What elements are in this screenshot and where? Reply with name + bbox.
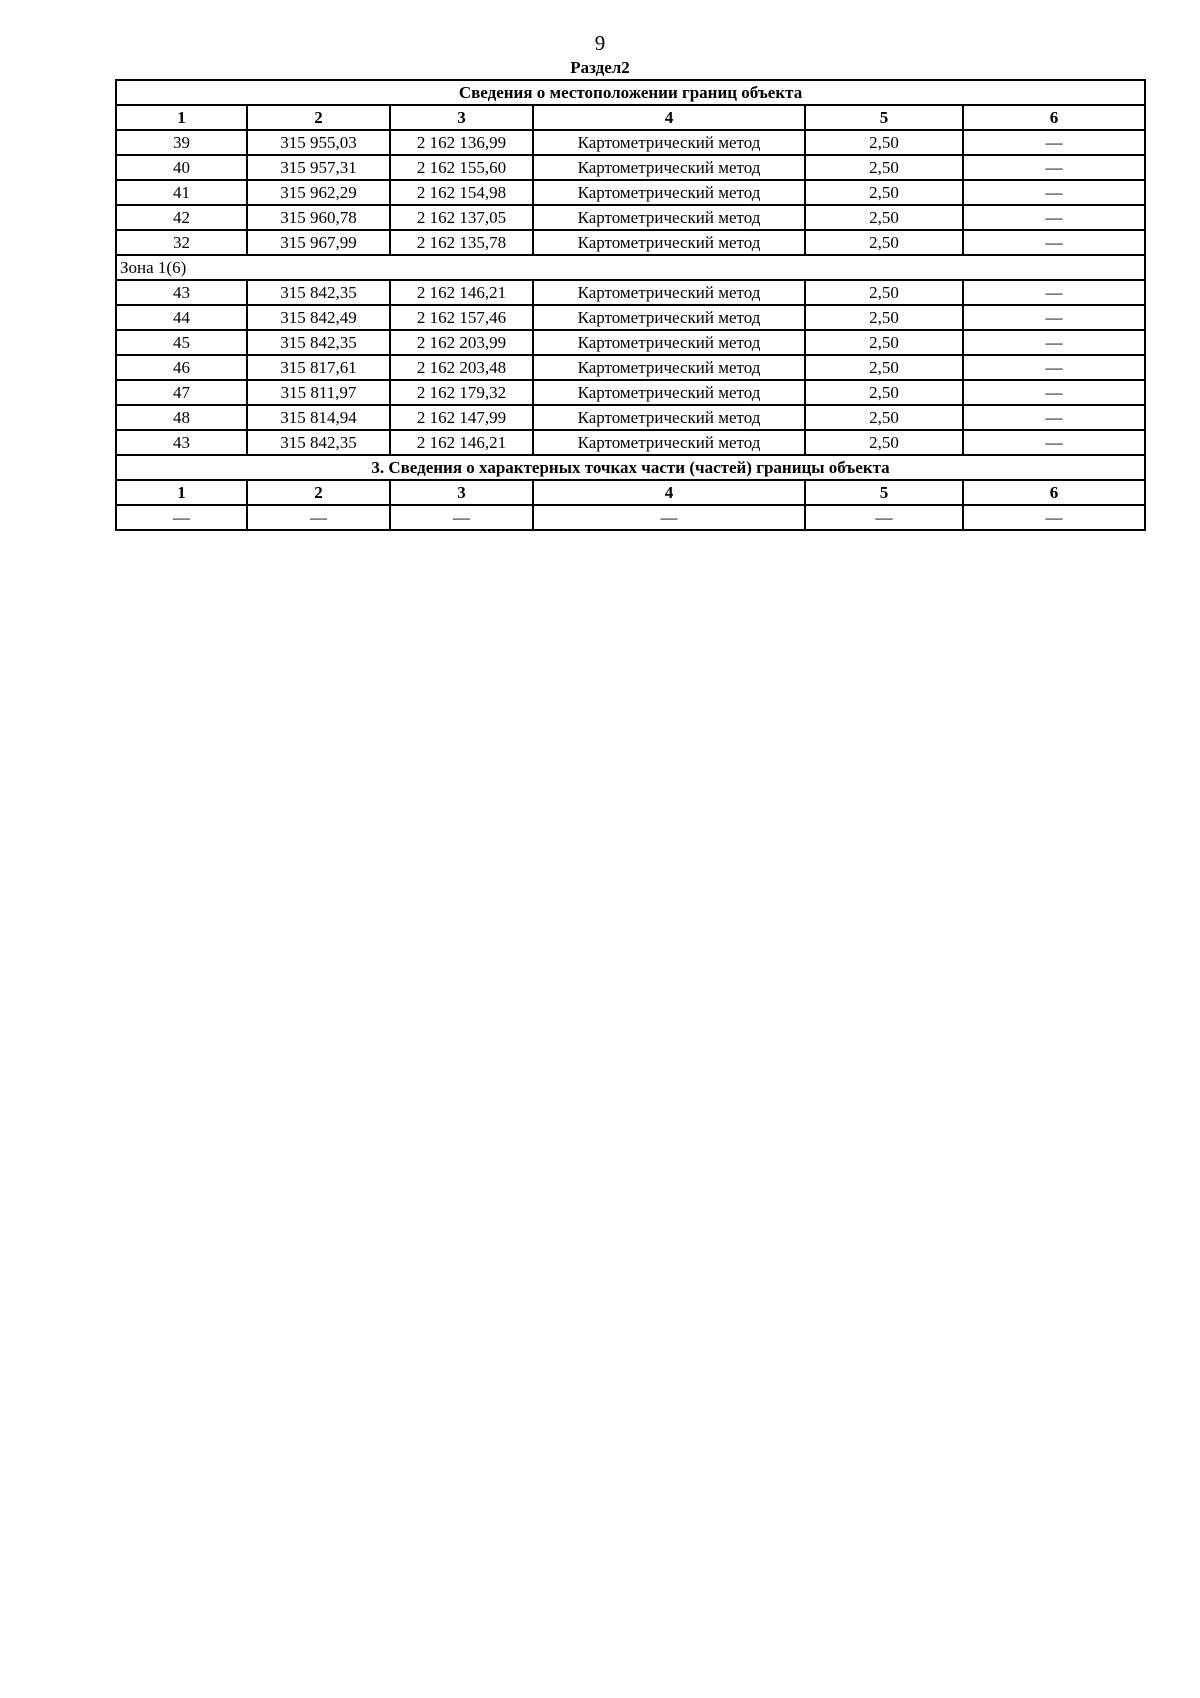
x-coordinate-cell: 315 960,78 <box>247 205 390 230</box>
accuracy-cell: 2,50 <box>805 155 963 180</box>
empty-cell: — <box>247 505 390 530</box>
x-coordinate-cell: 315 962,29 <box>247 180 390 205</box>
accuracy-cell: 2,50 <box>805 430 963 455</box>
method-cell: Картометрический метод <box>533 205 805 230</box>
accuracy-cell: 2,50 <box>805 355 963 380</box>
table-row <box>116 130 1145 155</box>
page-number: 9 <box>594 31 606 55</box>
method-cell: Картометрический метод <box>533 155 805 180</box>
description-cell: — <box>963 205 1145 230</box>
y-coordinate-cell: 2 162 137,05 <box>390 205 533 230</box>
x-coordinate-cell: 315 842,35 <box>247 280 390 305</box>
table-row <box>116 355 1145 380</box>
column-header: 2 <box>247 105 390 130</box>
y-coordinate-cell: 2 162 146,21 <box>390 430 533 455</box>
accuracy-cell: 2,50 <box>805 380 963 405</box>
y-coordinate-cell: 2 162 203,48 <box>390 355 533 380</box>
method-cell: Картометрический метод <box>533 355 805 380</box>
y-coordinate-cell: 2 162 155,60 <box>390 155 533 180</box>
point-number-cell: 43 <box>116 430 247 455</box>
column-header-row <box>116 105 1145 130</box>
empty-cell: — <box>805 505 963 530</box>
table-row <box>116 305 1145 330</box>
description-cell: — <box>963 405 1145 430</box>
column-header: 4 <box>533 105 805 130</box>
method-cell: Картометрический метод <box>533 180 805 205</box>
table-row <box>116 430 1145 455</box>
table-row <box>116 405 1145 430</box>
description-cell: — <box>963 280 1145 305</box>
column-header: 1 <box>116 480 247 505</box>
empty-cell: — <box>390 505 533 530</box>
y-coordinate-cell: 2 162 203,99 <box>390 330 533 355</box>
section3-column-header-row <box>116 480 1145 505</box>
accuracy-cell: 2,50 <box>805 130 963 155</box>
point-number-cell: 40 <box>116 155 247 180</box>
accuracy-cell: 2,50 <box>805 305 963 330</box>
column-header: 6 <box>963 105 1145 130</box>
accuracy-cell: 2,50 <box>805 180 963 205</box>
point-number-cell: 48 <box>116 405 247 430</box>
y-coordinate-cell: 2 162 179,32 <box>390 380 533 405</box>
x-coordinate-cell: 315 814,94 <box>247 405 390 430</box>
point-number-cell: 42 <box>116 205 247 230</box>
y-coordinate-cell: 2 162 147,99 <box>390 405 533 430</box>
table-row <box>116 205 1145 230</box>
description-cell: — <box>963 430 1145 455</box>
method-cell: Картометрический метод <box>533 405 805 430</box>
column-header: 5 <box>805 105 963 130</box>
description-cell: — <box>963 180 1145 205</box>
section3-title: 3. Сведения о характерных точках части (частей) границы объекта <box>116 455 1145 480</box>
table-row <box>116 330 1145 355</box>
point-number-cell: 41 <box>116 180 247 205</box>
method-cell: Картометрический метод <box>533 430 805 455</box>
x-coordinate-cell: 315 811,97 <box>247 380 390 405</box>
table-row <box>116 505 1145 530</box>
description-cell: — <box>963 330 1145 355</box>
x-coordinate-cell: 315 967,99 <box>247 230 390 255</box>
point-number-cell: 46 <box>116 355 247 380</box>
description-cell: — <box>963 130 1145 155</box>
method-cell: Картометрический метод <box>533 305 805 330</box>
y-coordinate-cell: 2 162 154,98 <box>390 180 533 205</box>
point-number-cell: 32 <box>116 230 247 255</box>
empty-cell: — <box>116 505 247 530</box>
column-header: 6 <box>963 480 1145 505</box>
column-header: 5 <box>805 480 963 505</box>
table-row <box>116 180 1145 205</box>
x-coordinate-cell: 315 842,49 <box>247 305 390 330</box>
point-number-cell: 45 <box>116 330 247 355</box>
accuracy-cell: 2,50 <box>805 230 963 255</box>
table-row <box>116 280 1145 305</box>
point-number-cell: 39 <box>116 130 247 155</box>
description-cell: — <box>963 155 1145 180</box>
x-coordinate-cell: 315 957,31 <box>247 155 390 180</box>
table-row <box>116 230 1145 255</box>
point-number-cell: 47 <box>116 380 247 405</box>
accuracy-cell: 2,50 <box>805 330 963 355</box>
method-cell: Картометрический метод <box>533 230 805 255</box>
method-cell: Картометрический метод <box>533 280 805 305</box>
description-cell: — <box>963 230 1145 255</box>
empty-cell: — <box>963 505 1145 530</box>
accuracy-cell: 2,50 <box>805 205 963 230</box>
table-row <box>116 380 1145 405</box>
method-cell: Картометрический метод <box>533 380 805 405</box>
boundary-table <box>115 79 1146 531</box>
accuracy-cell: 2,50 <box>805 280 963 305</box>
column-header: 4 <box>533 480 805 505</box>
section-title-row <box>116 80 1145 105</box>
zone-label: Зона 1(6) <box>116 255 1145 280</box>
x-coordinate-cell: 315 817,61 <box>247 355 390 380</box>
section3-title-row <box>116 455 1145 480</box>
section-label: Раздел2 <box>570 58 630 77</box>
x-coordinate-cell: 315 842,35 <box>247 430 390 455</box>
column-header: 3 <box>390 105 533 130</box>
y-coordinate-cell: 2 162 135,78 <box>390 230 533 255</box>
section-title: Сведения о местоположении границ объекта <box>116 80 1145 105</box>
description-cell: — <box>963 380 1145 405</box>
y-coordinate-cell: 2 162 146,21 <box>390 280 533 305</box>
point-number-cell: 43 <box>116 280 247 305</box>
x-coordinate-cell: 315 955,03 <box>247 130 390 155</box>
description-cell: — <box>963 305 1145 330</box>
accuracy-cell: 2,50 <box>805 405 963 430</box>
column-header: 1 <box>116 105 247 130</box>
method-cell: Картометрический метод <box>533 330 805 355</box>
zone-row <box>116 255 1145 280</box>
table-row <box>116 155 1145 180</box>
column-header: 2 <box>247 480 390 505</box>
y-coordinate-cell: 2 162 157,46 <box>390 305 533 330</box>
x-coordinate-cell: 315 842,35 <box>247 330 390 355</box>
method-cell: Картометрический метод <box>533 130 805 155</box>
column-header: 3 <box>390 480 533 505</box>
point-number-cell: 44 <box>116 305 247 330</box>
y-coordinate-cell: 2 162 136,99 <box>390 130 533 155</box>
empty-cell: — <box>533 505 805 530</box>
description-cell: — <box>963 355 1145 380</box>
